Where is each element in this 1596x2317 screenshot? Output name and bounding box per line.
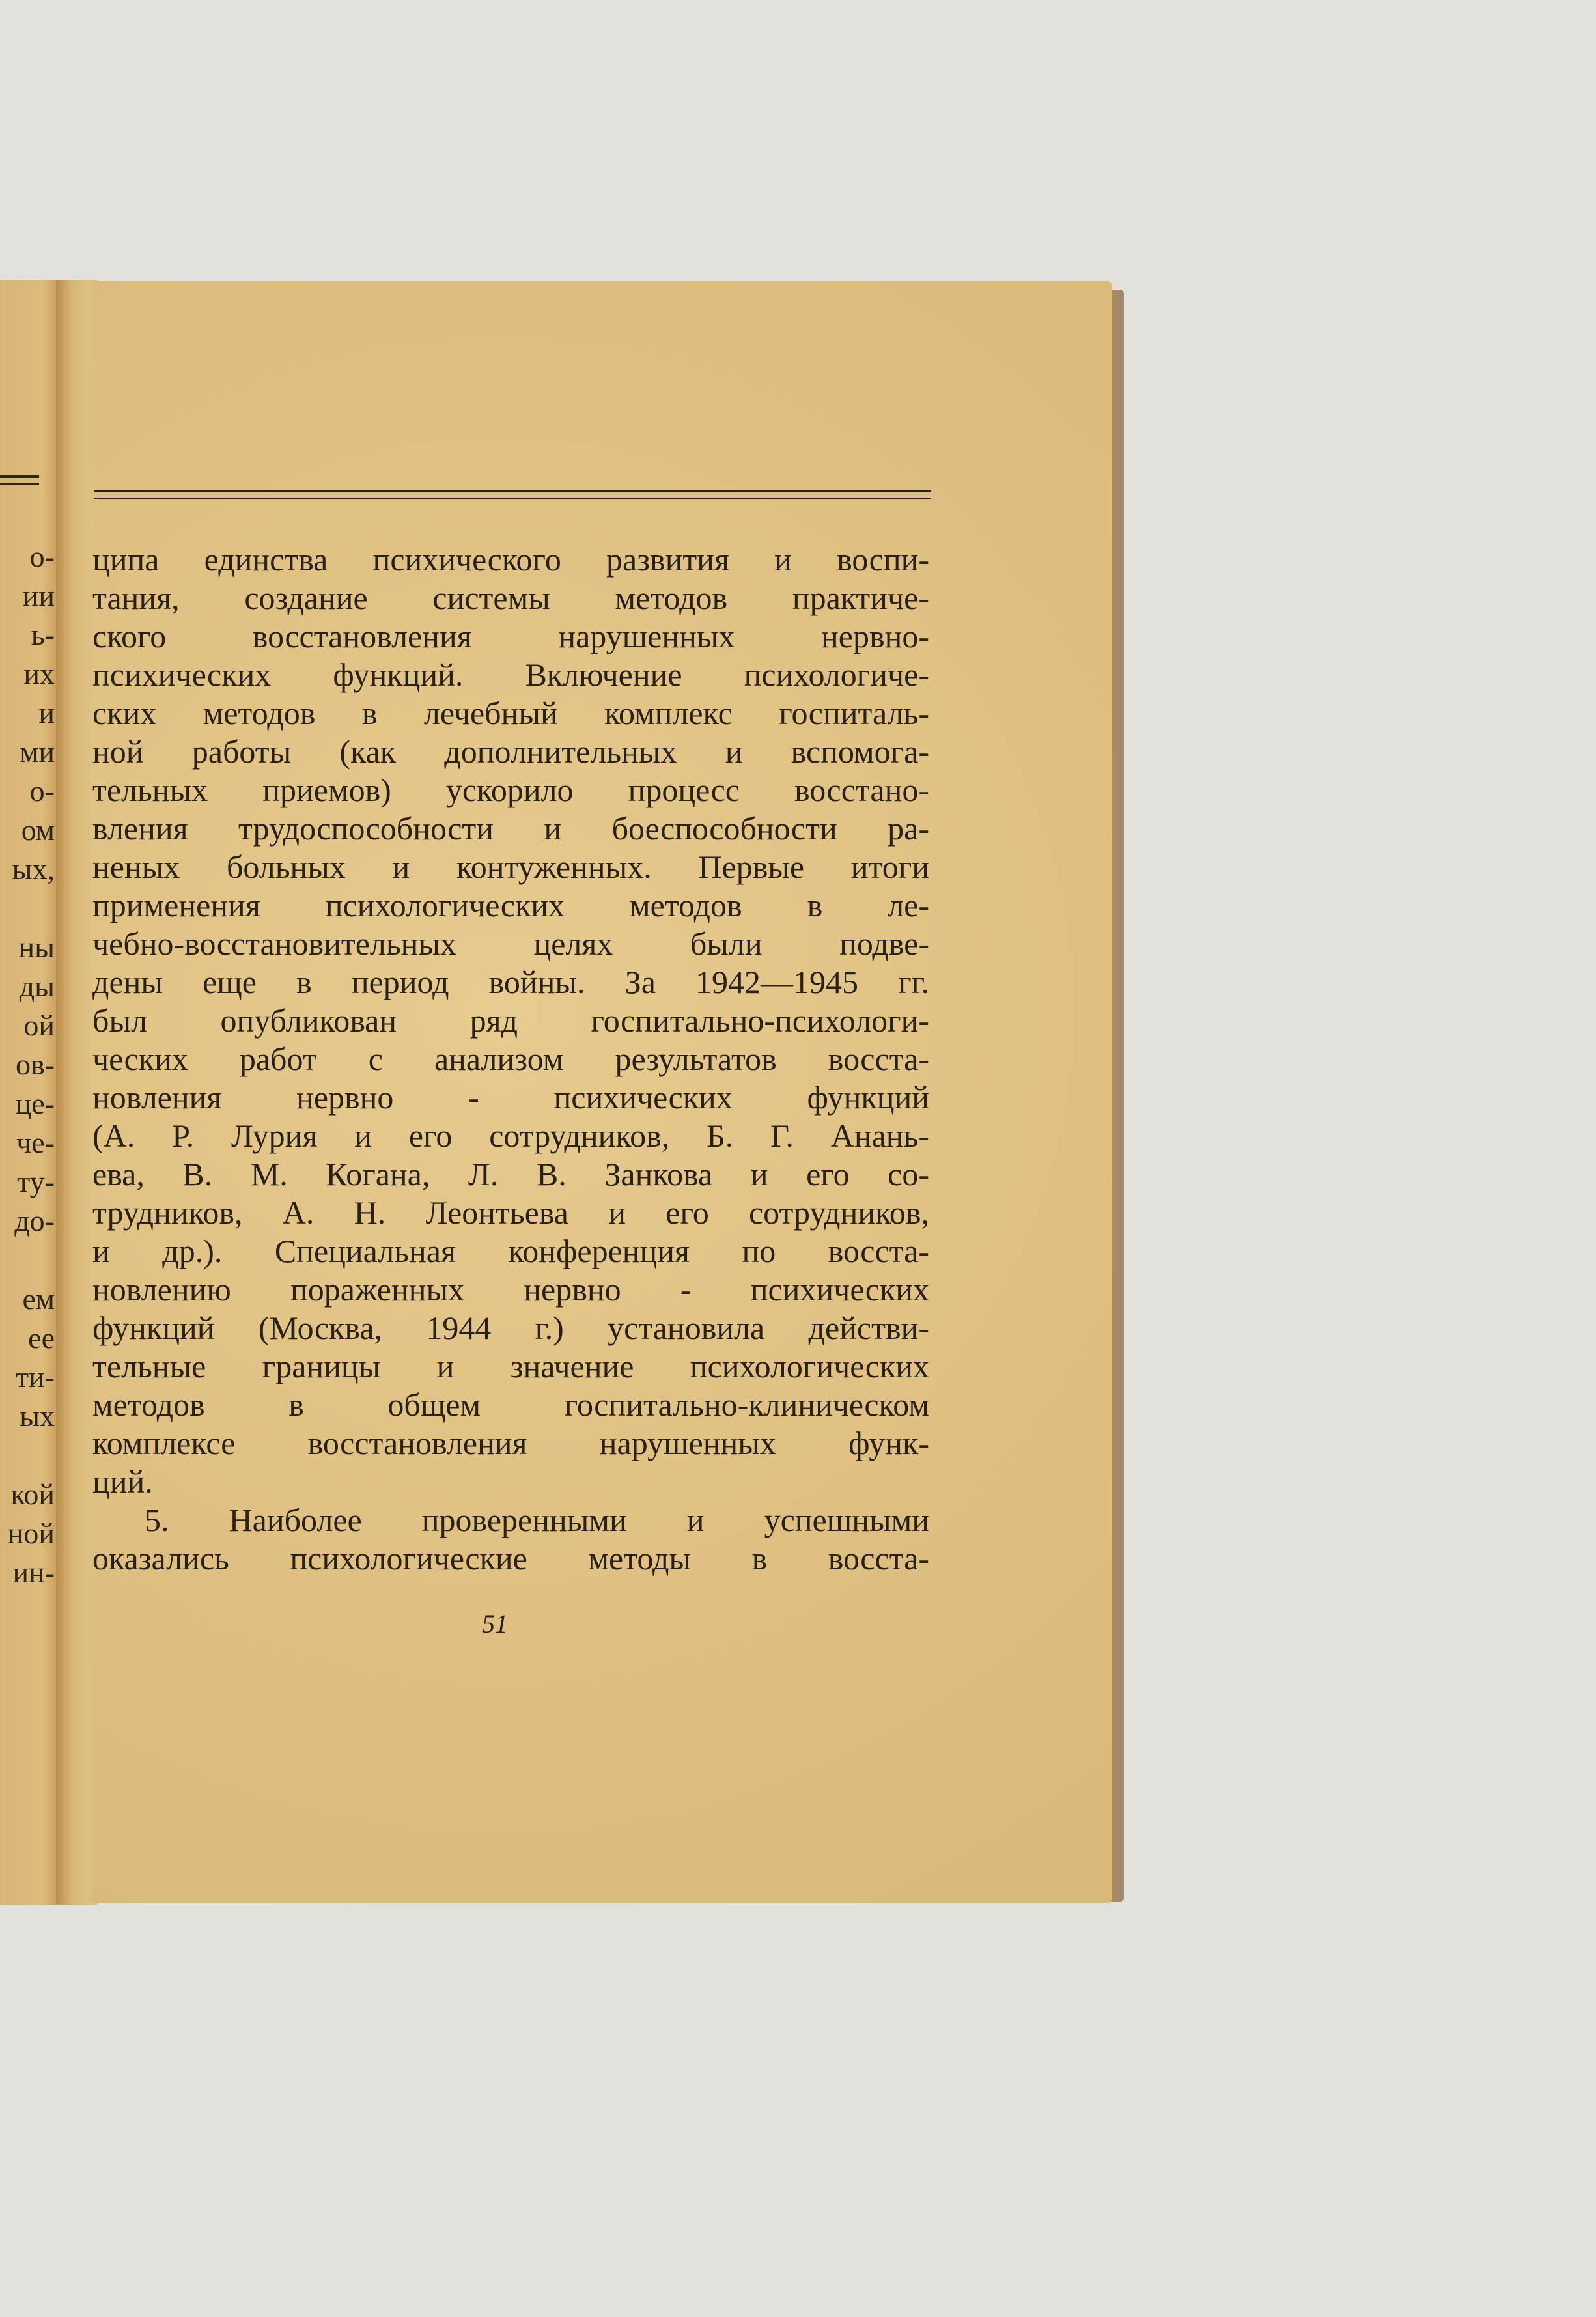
left-page-fragment: ми [20, 735, 55, 768]
left-page-fragment: ов- [15, 1048, 55, 1081]
header-rule-line-top [94, 490, 931, 492]
text-line: ева, В. М. Когана, Л. В. Занкова и его со- [92, 1156, 929, 1192]
text-line: и др.). Специальная конференция по восста- [92, 1233, 929, 1269]
left-page-fragment: их [23, 657, 55, 690]
body-text [92, 541, 929, 1578]
left-page-fragment: ту- [17, 1165, 55, 1198]
header-rule [94, 490, 931, 501]
text-line: вления трудоспособности и боеспособности ра- [92, 810, 929, 847]
text-line: функций (Москва, 1944 г.) установила действи- [92, 1310, 929, 1346]
left-page-fragment: ии [22, 579, 55, 612]
text-line: комплексе восстановления нарушенных функ- [92, 1425, 929, 1461]
left-page-fragment: кой [10, 1478, 55, 1511]
text-line: был опубликован ряд госпитально-психологи- [92, 1002, 929, 1039]
page-number: 51 [482, 1609, 508, 1638]
text-line: ципа единства психического развития и воспи- [92, 541, 929, 578]
text-line: ских методов в лечебный комплекс госпиталь- [92, 695, 929, 731]
left-page-fragment: ой [23, 1009, 55, 1042]
text-line: применения психологических методов в ле- [92, 887, 929, 923]
text-line: трудников, А. Н. Леонтьева и его сотрудников, [92, 1194, 929, 1231]
left-page-fragment: ем [22, 1282, 55, 1315]
left-page-fragment: ых, [12, 852, 55, 886]
left-page-fragment: о- [29, 774, 55, 807]
left-page-fragment: о- [29, 540, 55, 573]
left-page-fragment: ной [7, 1517, 55, 1550]
text-line: ной работы (как дополнительных и вспомога- [92, 733, 929, 770]
text-line: (А. Р. Лурия и его сотрудников, Б. Г. Анань- [92, 1117, 929, 1154]
text-line: тельные границы и значение психологических [92, 1348, 929, 1384]
header-rule-line-bottom [94, 498, 931, 499]
left-page-fragment: ти- [15, 1360, 55, 1394]
left-page-fragment: ом [21, 813, 55, 847]
left-page-fragment: ны [18, 931, 55, 964]
text-line: ческих работ с анализом результатов восста- [92, 1041, 929, 1077]
left-page [0, 280, 60, 1905]
text-line: ций. [92, 1463, 153, 1500]
left-page-fragment: ь- [31, 618, 55, 651]
left-page-fragment: ых [20, 1399, 55, 1433]
left-header-rule [0, 475, 39, 478]
text-line: чебно-восстановительных целях были подве- [92, 925, 929, 962]
text-line: оказались психологические методы в восста- [92, 1540, 929, 1577]
text-line: 5. Наиболее проверенными и успешными [145, 1502, 929, 1538]
left-page-fragment: ее [28, 1321, 55, 1355]
left-page-fragment: ин- [12, 1556, 55, 1589]
left-page-fragment: и [38, 696, 55, 729]
text-line: методов в общем госпитально-клиническом [92, 1386, 929, 1423]
text-line: неных больных и контуженных. Первые итоги [92, 849, 929, 885]
left-page-fragment: до- [14, 1204, 55, 1237]
left-page-fragment: це- [15, 1087, 55, 1120]
text-line: ского восстановления нарушенных нервно- [92, 618, 929, 654]
text-line: дены еще в период войны. За 1942—1945 гг. [92, 964, 929, 1000]
text-line: тания, создание системы методов практиче- [92, 580, 929, 616]
left-page-fragment: ды [19, 970, 55, 1003]
text-line: тельных приемов) ускорило процесс восстано- [92, 772, 929, 808]
text-line: новления нервно - психических функций [92, 1079, 929, 1116]
text-line: новлению пораженных нервно - психических [92, 1271, 929, 1308]
left-header-rule-second [0, 483, 39, 485]
left-page-fragment: че- [16, 1126, 55, 1159]
text-line: психических функций. Включение психологиче- [92, 656, 929, 693]
